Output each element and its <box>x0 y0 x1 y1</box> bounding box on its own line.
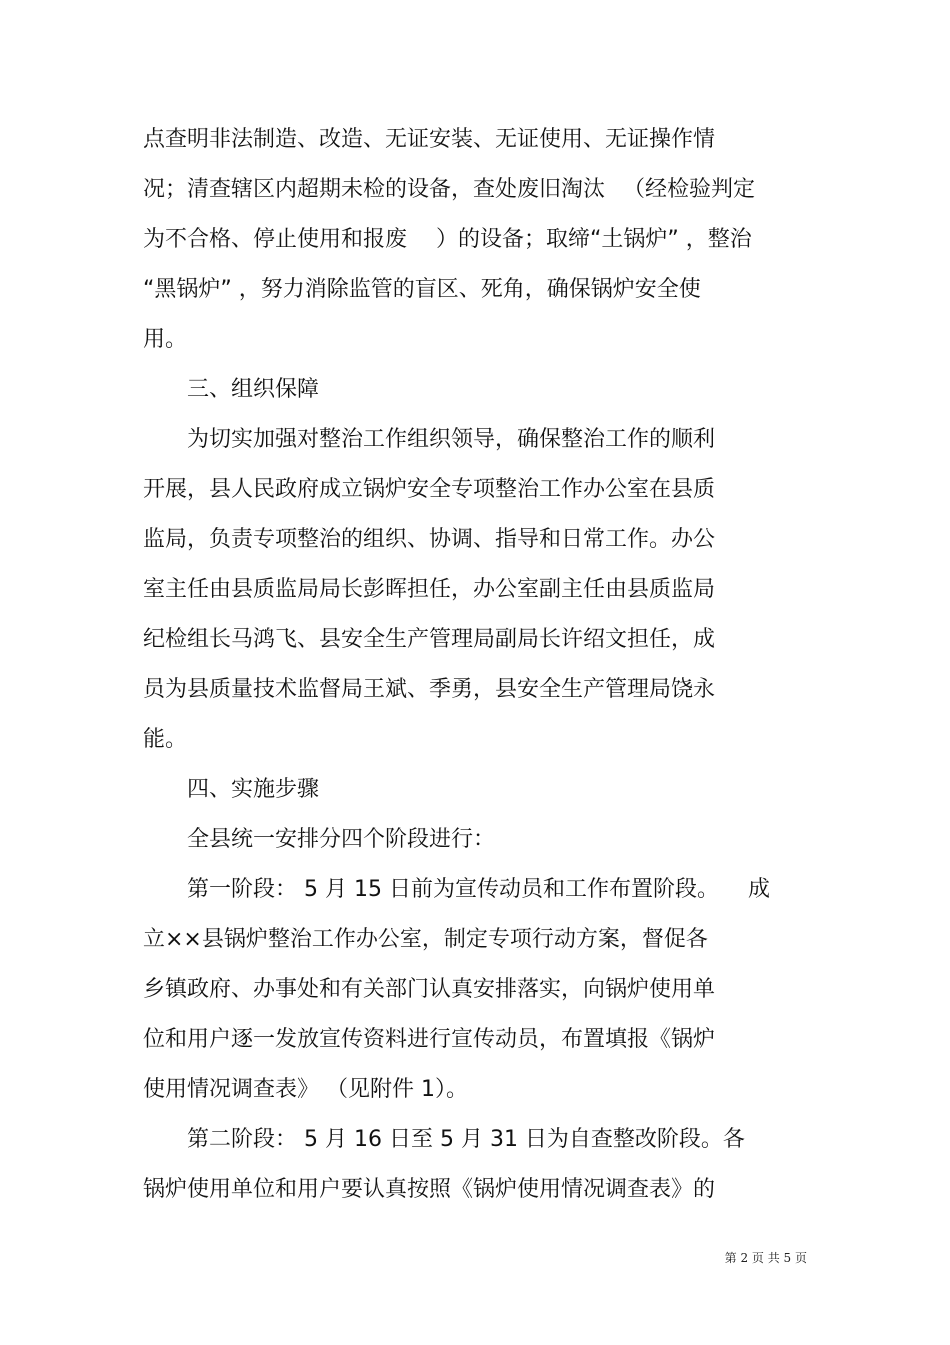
body-text-line: 为不合格、停止使用和报废 ）的设备；取缔“土锅炉” ，整治 <box>143 227 752 252</box>
body-text-line: 位和用户逐一发放宣传资料进行宣传动员，布置填报《锅炉 <box>143 1027 716 1052</box>
body-text-line: 为切实加强对整治工作组织领导，确保整治工作的顺利 <box>143 427 716 452</box>
body-text-line: 锅炉使用单位和用户要认真按照《锅炉使用情况调查表》的 <box>143 1177 716 1202</box>
body-text-line: 使用情况调查表》 （见附件 1）。 <box>143 1077 468 1102</box>
body-text-line: 监局，负责专项整治的组织、协调、指导和日常工作。办公 <box>143 527 716 552</box>
body-text-line: 第二阶段： 5 月 16 日至 5 月 31 日为自查整改阶段。各 <box>143 1127 745 1152</box>
body-text-line: 纪检组长马鸿飞、县安全生产管理局副局长许绍文担任，成 <box>143 627 716 652</box>
body-text-line: “黑锅炉” ，努力消除监管的盲区、死角，确保锅炉安全使 <box>143 277 701 302</box>
body-text-line: 室主任由县质监局局长彭晖担任，办公室副主任由县质监局 <box>143 577 716 602</box>
section-heading: 四、实施步骤 <box>143 777 320 802</box>
body-text-line: 能。 <box>143 727 188 752</box>
body-text-line: 员为县质量技术监督局王斌、季勇，县安全生产管理局饶永 <box>143 677 716 702</box>
body-text-line: 立××县锅炉整治工作办公室，制定专项行动方案，督促各 <box>143 927 708 952</box>
body-text-line: 开展，县人民政府成立锅炉安全专项整治工作办公室在县质 <box>143 477 716 502</box>
body-text-line: 乡镇政府、办事处和有关部门认真安排落实，向锅炉使用单 <box>143 977 716 1002</box>
body-text-line: 用。 <box>143 327 188 352</box>
section-heading: 三、组织保障 <box>143 377 320 402</box>
body-text-line: 况；清查辖区内超期未检的设备，查处废旧淘汰 （经检验判定 <box>143 177 755 202</box>
body-text-line: 点查明非法制造、改造、无证安装、无证使用、无证操作情 <box>143 127 716 152</box>
page-number-footer: 第 2 页 共 5 页 <box>724 1251 807 1265</box>
body-text-line: 第一阶段： 5 月 15 日前为宣传动员和工作布置阶段。 成 <box>143 877 770 902</box>
body-text-line: 全县统一安排分四个阶段进行： <box>143 827 496 852</box>
